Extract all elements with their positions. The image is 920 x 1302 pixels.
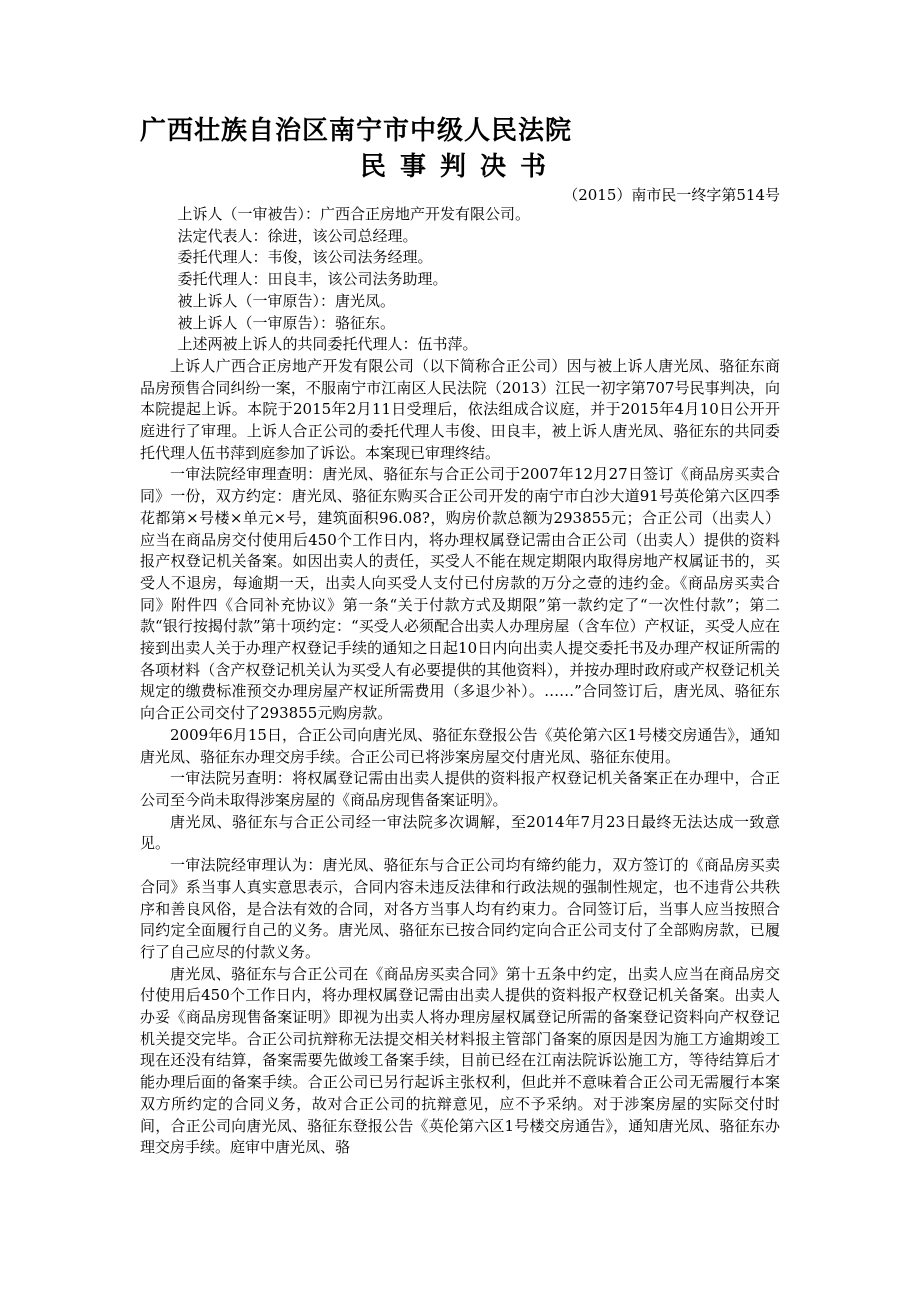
party-line: 被上诉人（一审原告）：骆征东。: [177, 313, 396, 332]
party-line: 上述两被上诉人的共同委托代理人：伍书萍。: [177, 335, 478, 354]
document-type-title: 民事判决书: [360, 152, 561, 182]
paragraph-additional-facts: 一审法院另查明：将权属登记需由出卖人提供的资料报产权登记机关备案正在办理中，合正公司至今尚未取得涉案房屋的《商品房现售备案证明》。: [140, 769, 780, 809]
party-line: 委托代理人：田良丰，该公司法务助理。: [177, 270, 448, 289]
paragraph-handover-notice: 2009年6月15日，合正公司向唐光凤、骆征东登报公告《英伦第六区1号楼交房通告》，通知唐光凤、骆征东办理交房手续。合正公司已将涉案房屋交付唐光凤、骆征东使用。: [140, 725, 780, 766]
paragraph-first-instance-opinion: 一审法院经审理认为：唐光凤、骆征东与合正公司均有缔约能力，双方签订的《商品房买卖合同》系当事人真实意思表示，合同内容未违反法律和行政法规的强制性规定，也不违背公共秩序和善良风俗，是合法有效的合同，对各方当事人均有约束力。合同签订后，当事人应当按照合同约定全面履行自己的义务。唐光凤、骆征东已按合同约定向合正公司支付了全部购房款，已履行了自己应尽的付款义务。: [140, 856, 780, 961]
paragraph-procedural-history: 上诉人广西合正房地产开发有限公司（以下简称合正公司）因与被上诉人唐光凤、骆征东商品房预售合同纠纷一案，不服南宁市江南区人民法院（2013）江民一初字第707号民事判决，向本院提起上诉。本院于2015年2月11日受理后，依法组成合议庭，并于2015年4月10日公开开庭进行了审理。上诉人合正公司的委托代理人韦俊、田良丰，被上诉人唐光凤、骆征东的共同委托代理人伍书萍到庭参加了诉讼。本案现已审理终结。: [140, 356, 780, 462]
court-name: 广西壮族自治区南宁市中级人民法院: [140, 116, 573, 146]
paragraph-contract-analysis: 唐光凤、骆征东与合正公司在《商品房买卖合同》第十五条中约定，出卖人应当在商品房交付使用后450个工作日内，将办理权属登记需由出卖人提供的资料报产权登记机关备案。出卖人办妥《商品房现售备案证明》即视为出卖人将办理房屋权属登记所需的备案登记资料向产权登记机关提交完毕。合正公司抗辩称无法提交相关材料报主管部门备案的原因是因为施工方逾期竣工现在还没有结算，备案需要先做竣工备案手续，目前已经在江南法院诉讼施工方，等待结算后才能办理后面的备案手续。合正公司已另行起诉主张权利，但此并不意味着合正公司无需履行本案双方所约定的合同义务，故对合正公司的抗辩意见，应不予采纳。对于涉案房屋的实际交付时间，合正公司向唐光凤、骆征东登报公告《英伦第六区1号楼交房通告》，通知唐光凤、骆征东办理交房手续。庭审中唐光凤、骆: [140, 964, 780, 1157]
case-number: （2015）南市民一终字第514号: [563, 186, 780, 204]
party-line: 被上诉人（一审原告）：唐光凤。: [177, 291, 396, 310]
party-line: 委托代理人：韦俊，该公司法务经理。: [177, 248, 433, 267]
paragraph-facts-found: 一审法院经审理查明：唐光凤、骆征东与合正公司于2007年12月27日签订《商品房买卖合同》一份，双方约定：唐光凤、骆征东购买合正公司开发的南宁市白沙大道91号英伦第六区四季花都第×号楼×单元×号，建筑面积96.08?，购房价款总额为293855元；合正公司（出卖人）应当在商品房交付使用后450个工作日内，将办理权属登记需由合正公司（出卖人）提供的资料报产权登记机关备案。如因出卖人的责任，买受人不能在规定期限内取得房地产权属证书的，买受人不退房，每逾期一天，出卖人向买受人支付已付房款的万分之壹的违约金。《商品房买卖合同》附件四《合同补充协议》第一条“关于付款方式及期限”第一款约定了“一次性付款”；第二款“银行按揭付款”第十项约定：“买受人必须配合出卖人办理房屋（含车位）产权证，买受人应在接到出卖人关于办理产权登记手续的通知之日起10日内向出卖人提交委托书及办理产权证所需的各项材料（含产权登记机关认为买受人有必要提供的其他资料），并按办理时政府或产权登记机关规定的缴费标准预交办理房屋产权证所需费用（多退少补）。……”合同签订后，唐光凤、骆征东向合正公司交付了293855元购房款。: [140, 465, 780, 723]
document-body: [140, 204, 780, 1159]
party-line: 法定代表人：徐进，该公司总经理。: [177, 226, 418, 245]
paragraph-mediation: 唐光凤、骆征东与合正公司经一审法院多次调解，至2014年7月23日最终无法达成一致意见。: [140, 812, 780, 853]
party-line: 上诉人（一审被告）：广西合正房地产开发有限公司。: [177, 205, 531, 223]
